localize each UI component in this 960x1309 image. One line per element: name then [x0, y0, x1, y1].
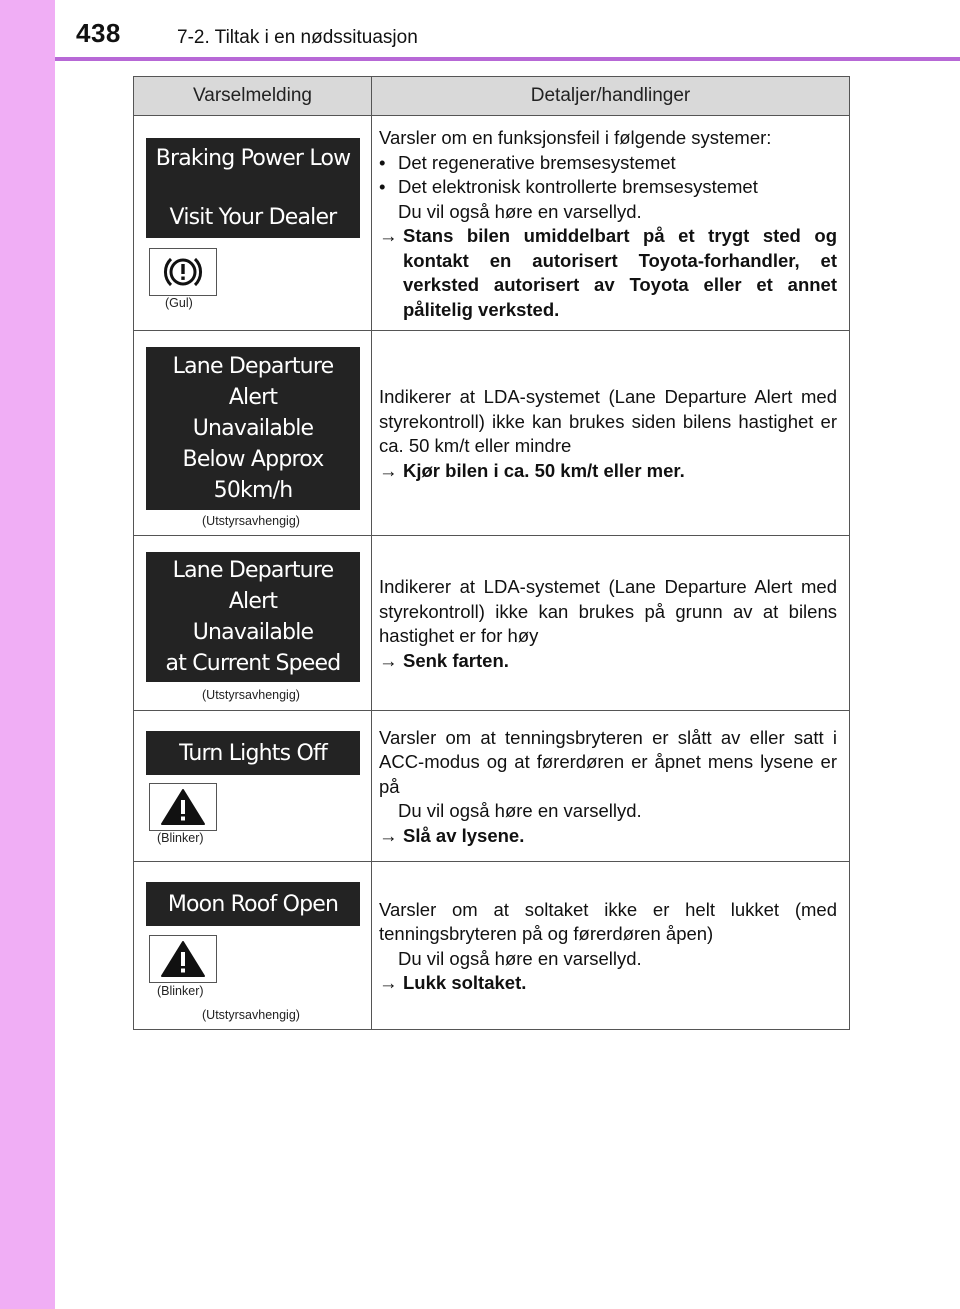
details-note: Du vil også høre en varsellyd.: [398, 800, 642, 822]
details-bullet: [379, 175, 837, 200]
chapter-side-bar: [0, 0, 55, 1309]
bullet-text: Det elektronisk kontrollerte bremsesystemet: [398, 176, 758, 197]
display-line: Unavailable: [192, 416, 314, 441]
details-intro: Indikerer at LDA-systemet (Lane Departure Alert med styrekontroll) ikke kan brukes siden bilens hastighet er ca. 50 km/t eller mindre: [379, 386, 837, 456]
page-header: [0, 0, 960, 57]
display-line: Lane Departure: [172, 558, 334, 583]
section-title: 7-2. Tiltak i en nødssituasjon: [177, 27, 418, 48]
icon-caption: (Gul): [165, 296, 193, 310]
details-note: Du vil også høre en varsellyd.: [398, 947, 642, 969]
column-header-details: Detaljer/handlinger: [372, 77, 850, 116]
display-message: [146, 552, 360, 682]
warning-triangle-icon: [149, 935, 217, 983]
details-cell: [372, 536, 850, 711]
action-text: Slå av lysene.: [403, 824, 525, 846]
display-line: Unavailable: [192, 620, 314, 645]
table-row: [134, 711, 850, 862]
display-message: [146, 138, 360, 238]
message-cell: [134, 862, 372, 1030]
message-cell: [134, 711, 372, 862]
arrow-icon: →: [379, 824, 398, 846]
action-text: Lukk soltaket.: [403, 972, 527, 993]
details-action: [379, 459, 837, 484]
details-action: [379, 824, 837, 849]
display-line: Visit Your Dealer: [169, 205, 337, 230]
details-intro: Varsler om at tenningsbryteren er slått av eller satt i ACC-modus og at førerdøren er åpnet mens lysene er på: [379, 726, 837, 797]
column-header-message: Varselmelding: [134, 77, 372, 116]
details-action: [379, 971, 837, 996]
icon-caption: (Blinker): [157, 831, 204, 845]
option-caption: (Utstyrsavhengig): [202, 1008, 300, 1022]
table-row: [134, 331, 850, 536]
bullet-text: Det regenerative bremsesystemet: [398, 151, 676, 173]
display-message: [146, 731, 360, 775]
details-cell: [372, 331, 850, 536]
action-text: Kjør bilen i ca. 50 km/t eller mer.: [403, 459, 685, 481]
details-bullet: [379, 151, 837, 176]
brake-warning-icon: [149, 248, 217, 296]
display-message: [146, 882, 360, 926]
details-action: [379, 224, 837, 322]
display-line: 50km/h: [213, 478, 293, 503]
table-row: [134, 536, 850, 711]
header-rule: [55, 57, 960, 61]
display-line: Turn Lights Off: [179, 740, 327, 766]
option-caption: (Utstyrsavhengig): [202, 514, 300, 528]
display-line: at Current Speed: [165, 651, 341, 676]
display-line: Moon Roof Open: [167, 891, 339, 917]
bullet-glyph: •: [379, 151, 386, 173]
warning-triangle-icon: [149, 783, 217, 831]
details-note: Du vil også høre en varsellyd.: [398, 200, 642, 222]
arrow-icon: →: [379, 459, 398, 481]
display-message: [146, 347, 360, 510]
message-cell: [134, 331, 372, 536]
details-cell: [372, 116, 850, 331]
display-line: Alert: [228, 385, 278, 410]
details-action: [379, 649, 837, 674]
table-header-row: [134, 77, 850, 116]
message-cell: [134, 536, 372, 711]
table-row: [134, 116, 850, 331]
arrow-icon: →: [379, 972, 398, 993]
bullet-glyph: •: [379, 176, 386, 197]
display-line: Braking Power Low: [155, 146, 351, 171]
page-number: 438: [76, 18, 121, 48]
details-intro: Indikerer at LDA-systemet (Lane Departure Alert med styrekontroll) ikke kan brukes på grunn av at bilens hastighet er for høy: [379, 576, 837, 646]
display-line: Below Approx: [182, 447, 324, 472]
icon-caption: (Blinker): [157, 984, 204, 998]
message-cell: [134, 116, 372, 331]
arrow-icon: →: [379, 225, 398, 246]
table-row: [134, 862, 850, 1030]
details-intro: Varsler om at soltaket ikke er helt lukket (med tenningsbryteren på og førerdøren åpen): [379, 898, 837, 944]
warning-message-table: [133, 76, 850, 1030]
display-line: Alert: [228, 589, 278, 614]
details-intro: Varsler om en funksjonsfeil i følgende systemer:: [379, 127, 772, 148]
display-line: Lane Departure: [172, 354, 334, 379]
arrow-icon: →: [379, 649, 398, 671]
details-cell: [372, 711, 850, 862]
details-cell: [372, 862, 850, 1030]
option-caption: (Utstyrsavhengig): [202, 688, 300, 702]
action-text: Stans bilen umiddelbart på et trygt sted og kontakt en autorisert Toyota-forhandler, et verksted autorisert av Toyota eller et annet pålitelig verksted.: [403, 225, 837, 320]
action-text: Senk farten.: [403, 649, 509, 671]
